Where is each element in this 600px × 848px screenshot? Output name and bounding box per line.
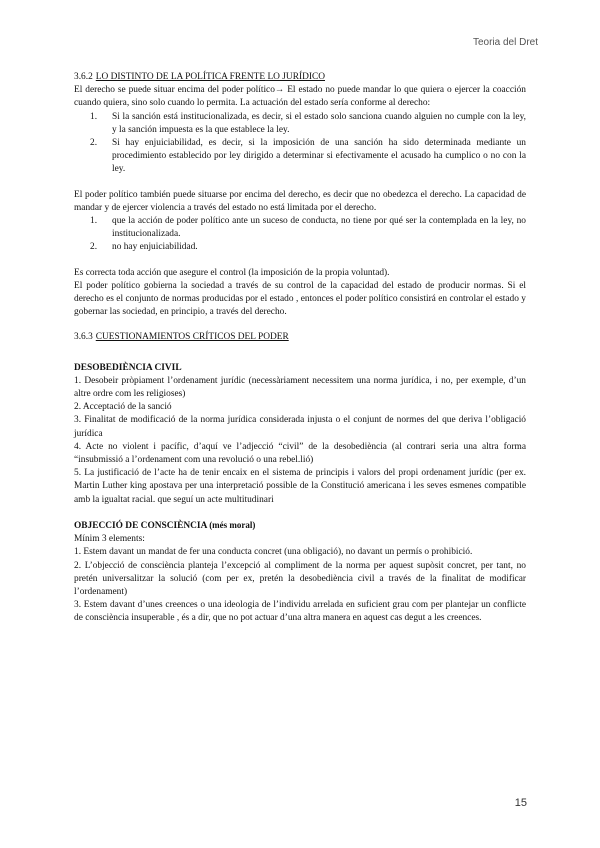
paragraph: El derecho se puede situar encima del poder político→ El estado no puede mandar lo que quiera o ejercer la coacción cuando quiera, sino solo cuando lo permita. La actuación del estado sería conforme al derecho: [74, 85, 526, 109]
list-item [90, 241, 526, 254]
section-heading-362 [74, 71, 526, 84]
numbered-list [74, 111, 526, 177]
spacer [74, 255, 526, 267]
spacer [74, 319, 526, 331]
list-item-text: no hay enjuiciabilidad. [112, 242, 198, 253]
list-marker: 2. [90, 242, 98, 253]
running-header: Teoria del Dret [472, 37, 538, 48]
list-marker: 2. [90, 138, 98, 149]
list-marker: 1. [90, 111, 98, 122]
subheading-note: (més moral) [209, 519, 256, 530]
paragraph: 2. Acceptació de la sanció [74, 402, 172, 413]
paragraph: 1. Estem davant un mandat de fer una conducta concret (una obligació), no davant un permís o prohibició. [74, 547, 473, 558]
paragraph: El poder político gobierna la sociedad a través de su control de la capacidad del estado de producir normas. Si el derecho es el conjunto de normas producidas por el estado , entonces el poder político consistirá en controlar el estado y gobernar las sociedad, en principio, a través del derecho. [74, 280, 526, 318]
section-title: CUESTIONAMIENTOS CRÍTICOS DEL PODER [95, 332, 289, 343]
paragraph: 3. Estem davant d’unes creences o una ideologia de l’individu arrelada en suficient grau com per plantejar un conflicte de consciència insuperable , és a dir, que no pot actuar d’una altra manera en aquest cas degut a les creences. [74, 600, 526, 624]
paragraph: Mínim 3 elements: [74, 534, 145, 545]
paragraph: 4. Acte no violent i pacífic, d’aquí ve l’adjecció “civil” de la desobediència (al contrari seria una altra forma “insubmissió a l’ordenament com una revolució o una rebel.lió) [74, 441, 526, 466]
subheading-objeccio [74, 519, 526, 533]
subheading-desobediencia: DESOBEDIÈNCIA CIVIL [74, 362, 182, 373]
paragraph: 2. L’objecció de consciència planteja l’excepció al compliment de la norma per aquest supòsit concret, per tant, no pretén universalitzar la solució (com per ex, pretén la desobediència civil a través de la finalitat de modificar l’ordenament) [74, 560, 526, 597]
paragraph: 1. Desobeir pròpiament l’ordenament jurídic (necessàriament necessitem una norma jurídica, i no, per exemple, d’un altre ordre com les religioses) [74, 375, 526, 400]
paragraph: Es correcta toda acción que asegure el control (la imposición de la propia voluntad). [74, 267, 390, 278]
list-item [90, 111, 526, 137]
spacer [74, 345, 526, 362]
paragraph: 3. Finalitat de modificació de la norma jurídica considerada injusta o el conjunt de normes del que deriva l’obligació jurídica [74, 415, 526, 439]
list-item-text: que la acción de poder político ante un suceso de conducta, no tiene por qué ser la contemplada en la ley, no institucionalizada. [112, 216, 526, 240]
list-item [90, 215, 526, 241]
numbered-list [74, 215, 526, 255]
document-body [74, 71, 526, 626]
subheading-title: OBJECCIÓ DE CONSCIÈNCIA [74, 520, 207, 531]
list-marker: 1. [90, 216, 98, 227]
paragraph: 5. La justificació de l’acte ha de tenir encaix en el sistema de principis i valors del propi ordenament jurídic (per ex. Martin Luther king apostava per una interpretació possible de la Constitució americana i les seves esmenes compatible amb la igualtat racial. que seguí un acte multitudinari [74, 468, 526, 505]
spacer [74, 177, 526, 189]
spacer [74, 507, 526, 519]
section-heading-363 [74, 331, 526, 344]
page-number: 15 [514, 797, 527, 809]
section-number: 3.6.3 [74, 332, 93, 343]
section-title: LO DISTINTO DE LA POLÍTICA FRENTE LO JURÍDICO [95, 72, 325, 82]
list-item [90, 137, 526, 177]
section-number: 3.6.2 [74, 72, 93, 82]
list-item-text: Si la sanción está institucionalizada, es decir, si el estado solo sanciona cuando alguien no cumple con la ley, y la sanción impuesta es la que establece la ley. [112, 111, 526, 135]
list-item-text: Si hay enjuiciabilidad, es decir, si la imposición de una sanción ha sido determinada mediante un procedimiento establecido por ley dirigido a determinar si efectivamente el acusado ha cumplico o no con la ley. [112, 138, 526, 175]
paragraph: El poder político también puede situarse por encima del derecho, es decir que no obedezca el derecho. La capacidad de mandar y de ejercer violencia a través del estado no está limitada por el derecho. [74, 189, 526, 213]
